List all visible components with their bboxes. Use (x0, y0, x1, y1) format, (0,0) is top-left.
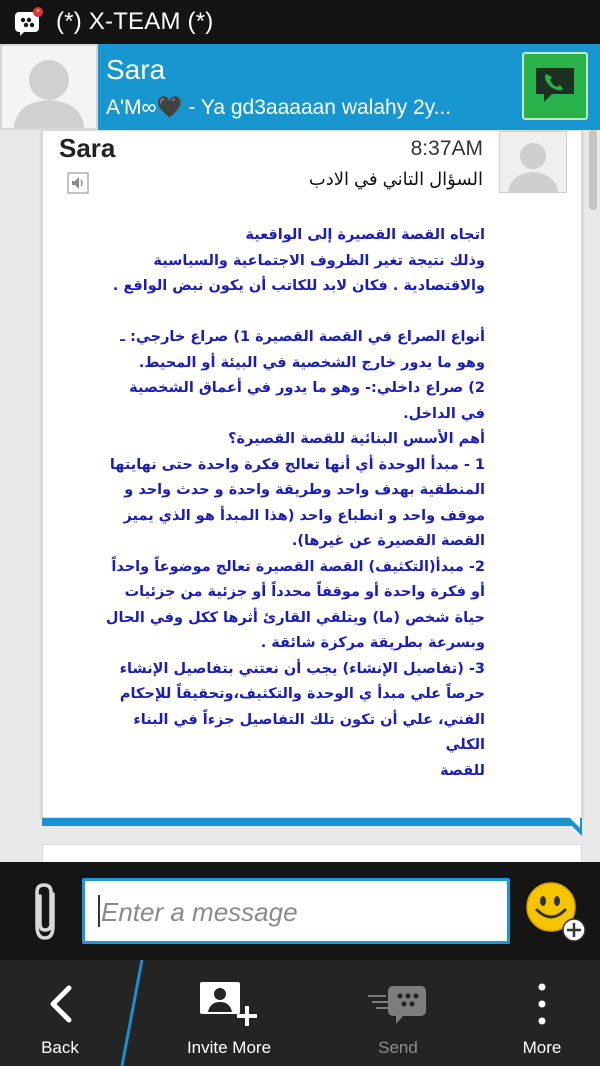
chat-title: (*) X-TEAM (*) (56, 8, 214, 35)
message-bubble-tail-inner (566, 814, 580, 828)
send-button[interactable] (338, 960, 458, 1066)
message-input[interactable] (82, 878, 510, 944)
contact-status-message: A'M∞🖤 - Ya gd3aaaaan walahy 2y... (106, 96, 452, 119)
svg-text:*: * (36, 8, 40, 17)
attach-button[interactable] (26, 880, 64, 944)
action-bar-divider (120, 960, 144, 1066)
emoticon-button[interactable] (524, 880, 586, 942)
next-message-bubble[interactable] (42, 844, 582, 862)
phone-icon (532, 64, 578, 109)
back-arrow-icon (45, 980, 75, 1028)
message-body: اتجاه القصة القصيرة إلى الواقعية وذلك نتيجة تغير الظروف الاجتماعية والسياسية والاقتصادية . فكان لابد للكاتب أن يكون نبض الواقع . أنواع الصراع في القصة القصيرة 1) صراع خارجي: ـ وهو ما يدور خارج الشخصية في البيئة أو المحيط. 2) صراع داخلي:- وهو ما يدور في أعماق الشخصية في الداخل. أهم الأسس البنائية للقصة القصيرة؟ 1 - مبدأ الوحدة أي أنها تعالج فكرة واحدة حتى نهايتها المنطقية بهدف واحد وطريقة واحدة و حدث واحد و موقف واحد و انطباع واحد (هذا المبدأ هو الذي يميز القصة القصيرة عن غيرها). 2- مبدأ(التكثيف) القصة القصيرة تعالج موضوعاً واحداً أو فكرة واحدة أو موقفاً محدداً أو جزئية من جزئيات حياة شخص (ما) ويتلقي القارئ أثرها ككل وفي الحال وبسرعة بطريقة مركزة شائقة . 3- (تفاصيل الإنشاء) يجب أن نعتني بتفاصيل الإنشاء حرصاً علي مبدأ ي الوحدة والتكثيف،وتحقيقاً للإحكام الفني، علي أن تكون تلك التفاصيل جزءاً في البناء الكلي للقصة (105, 227, 485, 779)
contact-name: Sara (106, 54, 166, 85)
sender-avatar[interactable] (499, 131, 567, 193)
send-label: Send (378, 1038, 418, 1057)
message-timestamp: 8:37AM (410, 137, 483, 160)
action-bar (0, 960, 600, 1066)
message-title: السؤال التاني في الادب (308, 169, 483, 189)
message-bubble[interactable] (42, 130, 582, 818)
contact-header[interactable] (0, 44, 600, 130)
bbm-send-icon (366, 980, 430, 1028)
status-bar (0, 0, 600, 44)
text-cursor (98, 895, 100, 927)
invite-contact-icon (198, 980, 260, 1028)
chat-scrollbar[interactable] (589, 130, 597, 210)
back-label: Back (41, 1038, 79, 1057)
more-label: More (522, 1038, 562, 1057)
smiley-add-icon (524, 929, 586, 946)
back-button[interactable] (0, 960, 120, 1066)
message-sender: Sara (59, 133, 116, 163)
paperclip-icon (26, 931, 64, 948)
message-input-placeholder: Enter a message (101, 897, 298, 927)
message-bubble-accent (42, 818, 582, 826)
chat-transcript[interactable] (0, 130, 600, 862)
more-vertical-icon (536, 980, 548, 1028)
voice-call-button[interactable] (522, 52, 588, 120)
invite-more-label: Invite More (186, 1038, 272, 1057)
invite-more-button[interactable] (166, 960, 292, 1066)
contact-avatar[interactable] (0, 44, 98, 130)
message-composer (0, 862, 600, 960)
more-button[interactable] (490, 960, 594, 1066)
bbm-notification-icon (14, 7, 44, 37)
